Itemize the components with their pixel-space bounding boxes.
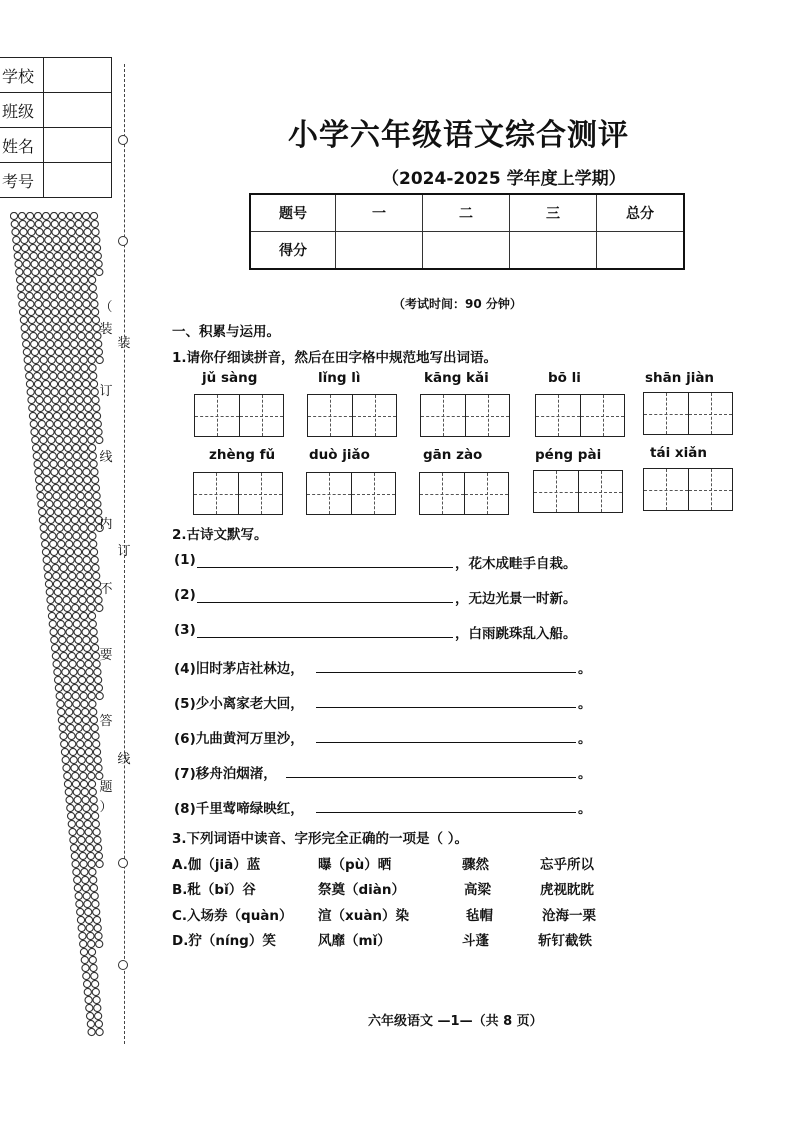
score-header-cell: 三 [510, 194, 597, 232]
pinyin-label: péng pài [535, 447, 602, 463]
poem-item-number: (3) [174, 622, 196, 638]
section-heading: 一、积累与运用。 [172, 324, 280, 340]
choice-word: 斗蓬 [462, 933, 489, 949]
tianzige-box[interactable] [420, 394, 510, 437]
binding-note-char: 订 [117, 544, 131, 559]
poem-line-end: 。 [578, 731, 592, 747]
pinyin-label: tái xiǎn [650, 445, 707, 461]
info-label-class: 班级 [0, 93, 44, 128]
score-input-cell[interactable] [423, 232, 510, 270]
pinyin-label: jǔ sàng [202, 370, 258, 386]
choice-word: 斩钉截铁 [538, 933, 592, 949]
poem-blank-line[interactable] [197, 567, 453, 568]
info-label-name: 姓名 [0, 128, 44, 163]
poem-line-text: (7)移舟泊烟渚， [174, 766, 277, 782]
binding-note-char: 装 [117, 336, 131, 351]
poem-line-end: 。 [578, 766, 592, 782]
poem-line-end: 。 [578, 696, 592, 712]
info-label-exam-no: 考号 [0, 163, 44, 198]
poem-blank-line[interactable] [316, 707, 576, 708]
choice-word: 渲（xuàn）染 [318, 908, 410, 924]
poem-line-text: (4)旧时茅店社林边， [174, 661, 304, 677]
poem-line-text: (8)千里莺啼绿映红， [174, 801, 304, 817]
score-input-cell[interactable] [336, 232, 423, 270]
binding-note-char: （ [99, 300, 113, 315]
tianzige-box[interactable] [306, 472, 396, 515]
question-1-prompt: 1.请你仔细读拼音，然后在田字格中规范地写出词语。 [172, 350, 498, 366]
name-field[interactable] [44, 128, 112, 163]
binding-note-char: 线 [99, 450, 113, 465]
choice-word: 忘乎所以 [540, 857, 594, 873]
poem-blank-line[interactable] [197, 602, 453, 603]
student-info-table [0, 57, 112, 198]
binding-note-char: 要 [99, 648, 113, 663]
class-field[interactable] [44, 93, 112, 128]
binding-note-char: 不 [99, 582, 113, 597]
choice-word: 高梁 [464, 882, 491, 898]
poem-blank-line[interactable] [316, 672, 576, 673]
poem-line-end: 。 [578, 661, 592, 677]
binding-circle [118, 858, 128, 868]
page-title: 小学六年级语文综合测评 [288, 118, 629, 153]
score-input-cell[interactable] [510, 232, 597, 270]
pinyin-label: lǐng lì [318, 370, 361, 386]
tianzige-box[interactable] [193, 472, 283, 515]
score-row-label: 得分 [250, 232, 336, 270]
poem-line-text: ，无边光景一时新。 [455, 591, 577, 607]
binding-note-char: 答 [99, 714, 113, 729]
binding-note-char: ） [99, 800, 113, 815]
choice-word: 沧海一栗 [542, 908, 596, 924]
binding-circle [118, 960, 128, 970]
poem-line-end: 。 [578, 801, 592, 817]
question-2-prompt: 2.古诗文默写。 [172, 527, 268, 543]
choice-option-b[interactable]: B.秕（bǐ）谷 [172, 882, 256, 898]
binding-circle [118, 236, 128, 246]
choice-word: 毡帽 [466, 908, 493, 924]
tianzige-box[interactable] [307, 394, 397, 437]
binding-hole-pattern [10, 212, 105, 1042]
poem-line-text: ，白雨跳珠乱入船。 [455, 626, 577, 642]
pinyin-label: kāng kǎi [424, 370, 489, 386]
binding-note-char: 内 [99, 517, 113, 532]
poem-item-number: (1) [174, 552, 196, 568]
poem-line-text: (5)少小离家老大回， [174, 696, 304, 712]
binding-note-char: 题 [99, 780, 113, 795]
binding-note-char: 装 [99, 322, 113, 337]
poem-line-text: ，花木成畦手自栽。 [455, 556, 577, 572]
school-field[interactable] [44, 58, 112, 93]
binding-note-char: 订 [99, 384, 113, 399]
pinyin-label: duò jiǎo [309, 447, 370, 463]
tianzige-box[interactable] [419, 472, 509, 515]
score-header-cell: 总分 [597, 194, 685, 232]
pinyin-label: zhèng fǔ [209, 447, 276, 463]
poem-blank-line[interactable] [316, 742, 576, 743]
choice-word: 虎视眈眈 [540, 882, 594, 898]
page-subtitle: （2024-2025 学年度上学期） [382, 169, 626, 189]
tianzige-box[interactable] [194, 394, 284, 437]
tianzige-box[interactable] [533, 470, 623, 513]
poem-line-text: (6)九曲黄河万里沙， [174, 731, 304, 747]
tianzige-box[interactable] [643, 392, 733, 435]
choice-word: 风靡（mǐ） [318, 933, 391, 949]
binding-circle [118, 135, 128, 145]
binding-note-char: 线 [117, 752, 131, 767]
score-header-cell: 一 [336, 194, 423, 232]
score-input-cell[interactable] [597, 232, 685, 270]
poem-blank-line[interactable] [316, 812, 576, 813]
choice-option-c[interactable]: C.入场券（quàn） [172, 908, 293, 924]
score-header-cell: 题号 [250, 194, 336, 232]
page-footer: 六年级语文 —1—（共 8 页） [368, 1014, 543, 1029]
poem-blank-line[interactable] [197, 637, 453, 638]
exam-no-field[interactable] [44, 163, 112, 198]
pinyin-label: bō li [548, 370, 581, 386]
score-header-cell: 二 [423, 194, 510, 232]
info-label-school: 学校 [0, 58, 44, 93]
exam-time-note: （考试时间：90 分钟） [393, 297, 522, 311]
tianzige-box[interactable] [643, 468, 733, 511]
choice-option-a[interactable]: A.伽（jiā）蓝 [172, 857, 261, 873]
choice-word: 祭奠（diàn） [318, 882, 406, 898]
pinyin-label: shān jiàn [645, 370, 715, 386]
score-table [249, 193, 685, 270]
poem-item-number: (2) [174, 587, 196, 603]
choice-option-d[interactable]: D.狞（níng）笑 [172, 933, 276, 949]
choice-word: 骤然 [462, 857, 489, 873]
pinyin-label: gān zào [423, 447, 483, 463]
tianzige-box[interactable] [535, 394, 625, 437]
choice-word: 曝（pù）晒 [318, 857, 392, 873]
question-3-prompt: 3.下列词语中读音、字形完全正确的一项是（ ）。 [172, 831, 468, 847]
poem-blank-line[interactable] [286, 777, 576, 778]
